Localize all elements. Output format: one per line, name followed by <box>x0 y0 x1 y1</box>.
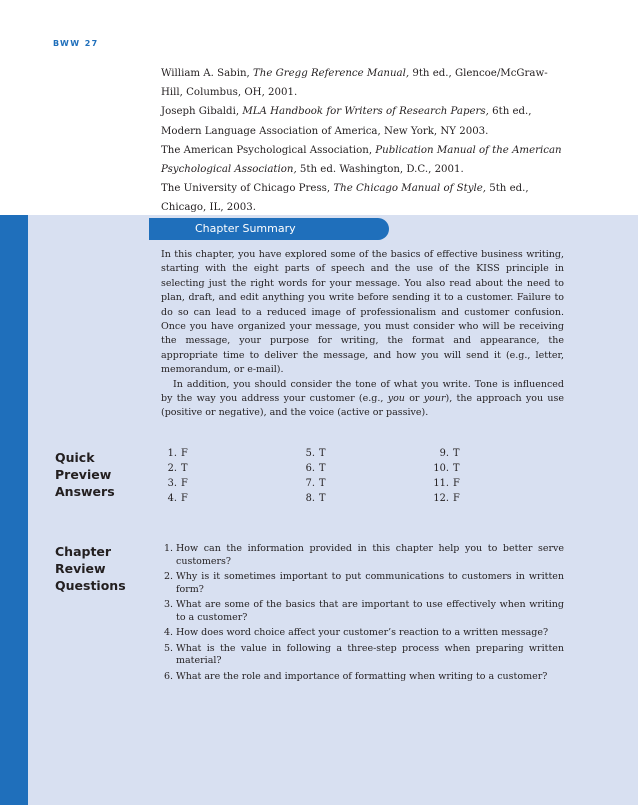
text-run: In addition, you should consider the tone of what you write. Tone is influenced by the way you address your customer (e.g., <box>161 378 564 405</box>
question-text: What are the role and importance of formatting when writing to a customer? <box>176 670 548 682</box>
review-questions-list <box>164 543 564 686</box>
question-number: 5. <box>164 642 174 654</box>
text-run: The University of Chicago Press, <box>161 183 334 195</box>
question-text: Why is it sometimes important to put communications to customers in written form? <box>176 571 564 595</box>
text-run: William A. Sabin, <box>161 68 254 79</box>
reference-list <box>161 64 566 218</box>
answer-value: F <box>181 493 188 504</box>
summary-paragraph <box>161 378 564 421</box>
question-text: How does word choice affect your customer’s reaction to a written message? <box>176 627 549 638</box>
text-run: 5th ed. Washington, D.C., 2001. <box>296 164 464 176</box>
italic-text: The Chicago Manual of Style, <box>333 183 486 195</box>
text-run: 9th ed., Glencoe/McGraw-Hill, Columbus, OH, 2001. <box>161 68 548 99</box>
reference-item <box>161 141 566 179</box>
review-questions-heading: Chapter Review Questions <box>55 544 126 593</box>
answer-value: T <box>319 448 326 459</box>
page-header-label: BWW 27 <box>53 39 99 48</box>
answer-item <box>285 447 326 461</box>
answer-number: 6. <box>305 463 315 474</box>
answer-item <box>419 492 460 506</box>
review-question <box>164 627 564 640</box>
review-question <box>164 543 564 568</box>
answer-number: 8. <box>305 493 315 504</box>
quick-preview-answers <box>165 447 465 511</box>
answer-item <box>419 447 460 461</box>
answer-value: F <box>453 493 460 504</box>
review-question <box>164 571 564 596</box>
chapter-summary-banner: Chapter Summary <box>149 218 389 240</box>
italic-text: Publication Manual of the American Psychological Association, <box>161 144 562 176</box>
answer-number: 1. <box>167 448 177 459</box>
text-run: In this chapter, you have explored some of the basics of effective business writing, starting with the eight parts of speech and the use of the KISS principle in selecting just the right words for your message. You also read about the need to plan, draft, and edit anything you write before sending it to a customer. Failure to do so can lead to a reduced image of professionalism and customer confusion. Once you have organized your message, you must consider who will be receiving the message, your purpose for writing, the format and appearance, the appropriate time to deliver the message, and how you will send it (e.g., letter, memorandum, or e-mail). <box>161 249 564 376</box>
text-run: The American Psychological Association, <box>161 144 376 156</box>
text-run: ), the approach you use (positive or negative), and the voice (active or passive). <box>161 393 564 419</box>
answer-item <box>147 462 188 476</box>
question-text: What is the value in following a three-step process when preparing written material? <box>176 642 564 666</box>
answer-number: 12. <box>433 493 449 504</box>
answer-value: T <box>319 493 326 504</box>
chapter-summary-text <box>161 248 564 421</box>
answer-number: 9. <box>439 448 449 459</box>
answer-number: 10. <box>433 463 449 474</box>
question-number: 2. <box>164 571 174 582</box>
quick-preview-heading: Quick Preview Answers <box>55 450 115 499</box>
italic-text: your <box>423 393 446 405</box>
answer-value: F <box>181 448 188 459</box>
answer-number: 3. <box>167 478 177 489</box>
answer-item <box>419 477 460 491</box>
answer-number: 7. <box>305 478 315 489</box>
left-accent-bar <box>0 215 28 805</box>
answer-item <box>147 447 188 461</box>
text-run: 6th ed., Modern Language Association of America, New York, NY 2003. <box>161 106 532 137</box>
italic-text: The Gregg Reference Manual, <box>253 68 410 79</box>
answer-value: T <box>453 463 460 474</box>
italic-text: you <box>387 393 405 405</box>
question-number: 4. <box>164 627 174 638</box>
answer-value: F <box>181 478 188 489</box>
answer-value: T <box>319 463 326 474</box>
answer-number: 4. <box>167 493 177 504</box>
question-number: 3. <box>164 599 174 610</box>
review-question <box>164 643 564 668</box>
answer-value: T <box>181 463 188 474</box>
answer-value: T <box>319 478 326 489</box>
answer-item <box>285 477 326 491</box>
question-number: 1. <box>164 543 174 554</box>
question-text: How can the information provided in this chapter help you to better serve customers? <box>176 543 564 567</box>
answer-value: T <box>453 448 460 459</box>
reference-item <box>161 64 566 102</box>
answer-item <box>147 477 188 491</box>
question-number: 6. <box>164 670 174 682</box>
review-question <box>164 599 564 624</box>
question-text: What are some of the basics that are important to use effectively when writing to a customer? <box>176 599 564 623</box>
answer-item <box>285 462 326 476</box>
italic-text: MLA Handbook for Writers of Research Papers, <box>242 106 489 118</box>
summary-paragraph <box>161 248 564 378</box>
answer-number: 2. <box>167 463 177 474</box>
review-question <box>164 671 564 684</box>
answer-number: 11. <box>433 478 449 489</box>
text-run: 5th ed., Chicago, IL, 2003. <box>161 183 529 214</box>
answer-value: F <box>453 478 460 489</box>
text-run: Joseph Gibaldi, <box>161 106 243 118</box>
answer-item <box>419 462 460 476</box>
reference-item <box>161 179 566 217</box>
answer-item <box>147 492 188 506</box>
text-run: or <box>404 393 424 405</box>
answer-number: 5. <box>305 448 315 459</box>
answer-item <box>285 492 326 506</box>
reference-item <box>161 102 566 140</box>
